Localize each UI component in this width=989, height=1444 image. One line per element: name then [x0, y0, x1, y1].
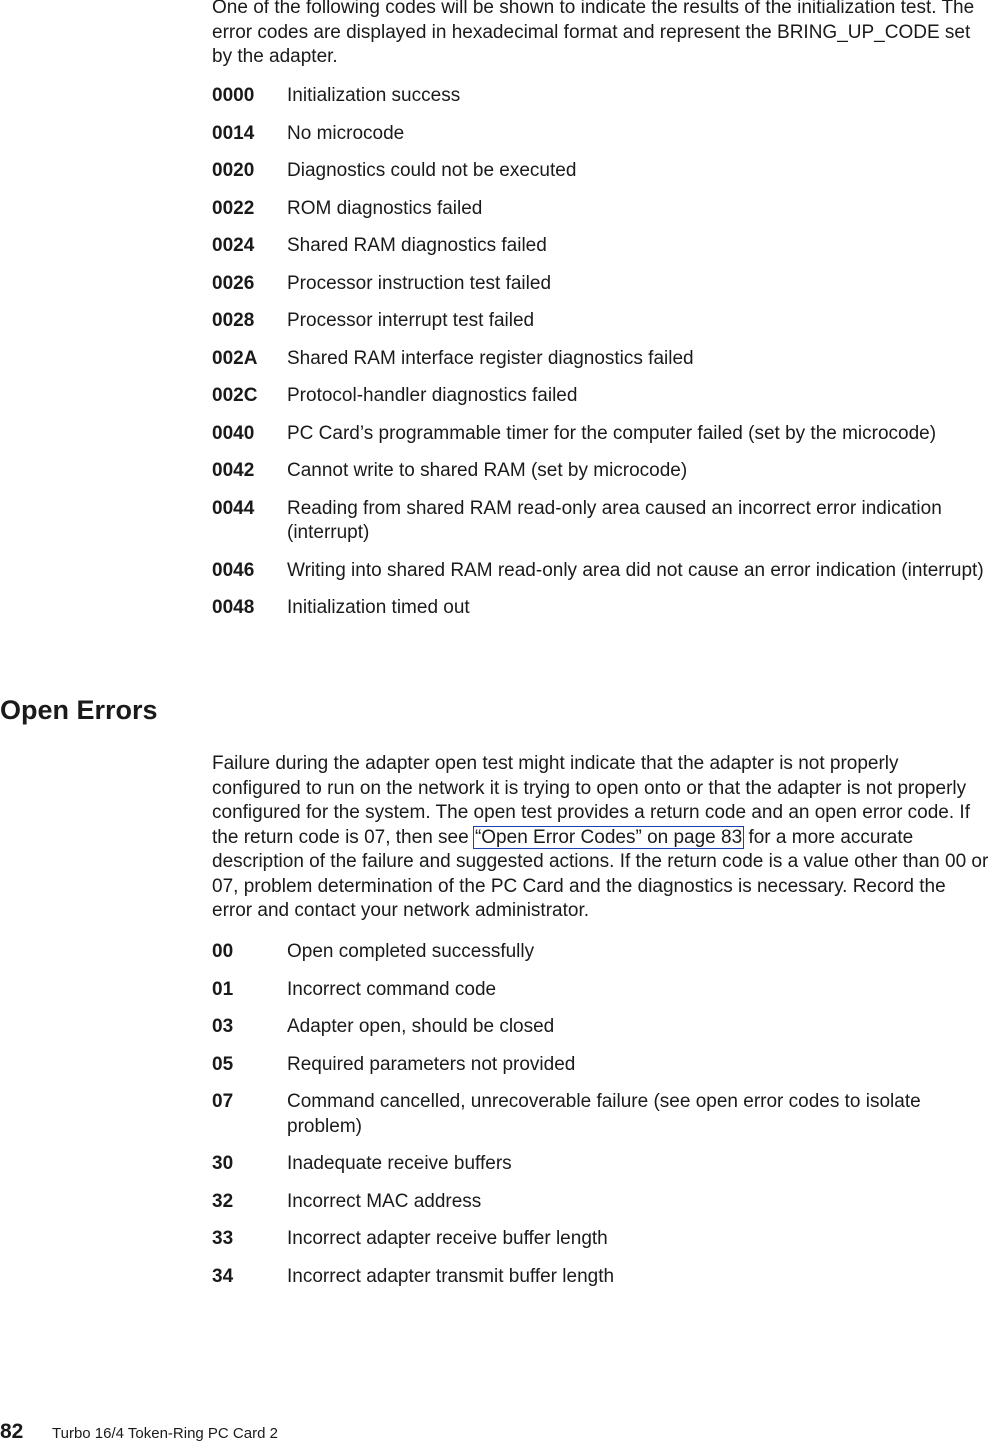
open-code-row [212, 978, 989, 1003]
open-code-row [212, 940, 989, 965]
open-code: 07 [212, 1091, 234, 1112]
open-code-row [212, 1190, 989, 1215]
init-code-desc: Shared RAM diagnostics failed [287, 235, 547, 256]
open-error-codes-link[interactable]: “Open Error Codes” on page 83 [474, 826, 743, 848]
open-code: 34 [212, 1265, 234, 1287]
init-code-desc: Writing into shared RAM read-only area did not cause an error indication (interrupt) [287, 559, 984, 581]
init-code-row [212, 159, 989, 184]
init-code: 002C [212, 385, 258, 406]
open-code-desc: Incorrect adapter receive buffer length [287, 1228, 608, 1249]
open-code-row [212, 1227, 989, 1252]
section-heading-open-errors: Open Errors [0, 695, 158, 725]
open-code-row [212, 1090, 989, 1139]
init-code-row [212, 309, 989, 334]
open-code: 05 [212, 1053, 234, 1075]
init-code-row [212, 197, 989, 222]
open-code-row [212, 1053, 989, 1078]
open-code-desc: Incorrect command code [287, 978, 497, 1000]
init-code-row [212, 347, 989, 372]
page-footer [0, 1420, 278, 1444]
init-code-row [212, 384, 989, 409]
footer-page-number: 82 [0, 1420, 24, 1443]
init-code-desc: Reading from shared RAM read-only area caused an incorrect error indication (interrupt) [287, 497, 942, 543]
init-code: 0024 [212, 235, 255, 256]
init-code: 0014 [212, 122, 255, 144]
open-code-desc: Command cancelled, unrecoverable failure (see open error codes to isolate problem) [287, 1091, 921, 1137]
paragraph-text-before-link: Failure during the adapter open test might indicate that the adapter is not properly configured to run on the network it is trying to open onto or that the adapter is not properly configured for the system. The open test provides a return code and an open error code. If the return code is 07, then see [212, 753, 970, 848]
open-code-desc: Incorrect MAC address [287, 1190, 482, 1212]
footer-book-title: Turbo 16/4 Token-Ring PC Card 2 [52, 1425, 278, 1442]
init-code-desc: PC Card’s programmable timer for the computer failed (set by the microcode) [287, 422, 937, 444]
init-code-desc: ROM diagnostics failed [287, 197, 483, 219]
init-code-desc: Cannot write to shared RAM (set by microcode) [287, 460, 688, 481]
open-error-code-list [212, 940, 989, 1289]
init-code-list [212, 84, 989, 621]
open-code-row [212, 1265, 989, 1290]
init-code-desc: Shared RAM interface register diagnostics failed [287, 347, 694, 369]
open-code-desc: Open completed successfully [287, 941, 535, 962]
init-code-desc: Initialization success [287, 85, 461, 106]
init-code: 0020 [212, 160, 255, 181]
init-code: 0048 [212, 597, 255, 618]
open-code: 33 [212, 1228, 234, 1249]
init-code-row [212, 497, 989, 546]
init-code: 0000 [212, 85, 255, 106]
init-code-desc: Diagnostics could not be executed [287, 160, 577, 181]
init-code: 0046 [212, 559, 255, 581]
open-code-row [212, 1152, 989, 1177]
init-code-desc: Processor interrupt test failed [287, 310, 535, 331]
init-code-row [212, 459, 989, 484]
init-code-desc: No microcode [287, 122, 405, 144]
open-code-desc: Required parameters not provided [287, 1053, 576, 1075]
open-code-desc: Adapter open, should be closed [287, 1016, 555, 1037]
open-errors-paragraph [212, 752, 989, 924]
init-code-row [212, 272, 989, 297]
init-code-row [212, 234, 989, 259]
paragraph-text-after-link: for a more accurate description of the failure and suggested actions. If the return code is a value other than 00 or 07, problem determination of the PC Card and the diagnostics is necessary. Record the error and contact your network administrator. [212, 826, 989, 921]
open-code: 01 [212, 978, 234, 1000]
init-code: 0044 [212, 497, 255, 519]
init-code: 0022 [212, 197, 255, 219]
init-code-desc: Initialization timed out [287, 597, 470, 618]
init-code: 0026 [212, 272, 255, 294]
open-code-desc: Inadequate receive buffers [287, 1153, 512, 1174]
open-code: 30 [212, 1153, 234, 1174]
init-code: 0040 [212, 422, 255, 444]
intro-paragraph: One of the following codes will be shown to indicate the results of the initialization test. The error codes are displayed in hexadecimal format and represent the BRING_UP_CODE set by the adapter. [212, 0, 975, 67]
open-code: 03 [212, 1016, 234, 1037]
init-code-row [212, 84, 989, 109]
open-code: 00 [212, 941, 234, 962]
init-code-row [212, 422, 989, 447]
init-code-row [212, 122, 989, 147]
init-code-row [212, 596, 989, 621]
init-code: 002A [212, 347, 258, 369]
init-code: 0028 [212, 310, 255, 331]
init-code-desc: Protocol-handler diagnostics failed [287, 385, 578, 406]
init-code-desc: Processor instruction test failed [287, 272, 552, 294]
intro-block [212, 0, 989, 70]
open-errors-block [212, 752, 989, 924]
init-code: 0042 [212, 460, 255, 481]
open-code-desc: Incorrect adapter transmit buffer length [287, 1265, 615, 1287]
init-code-row [212, 559, 989, 584]
open-code-row [212, 1015, 989, 1040]
open-code: 32 [212, 1190, 234, 1212]
